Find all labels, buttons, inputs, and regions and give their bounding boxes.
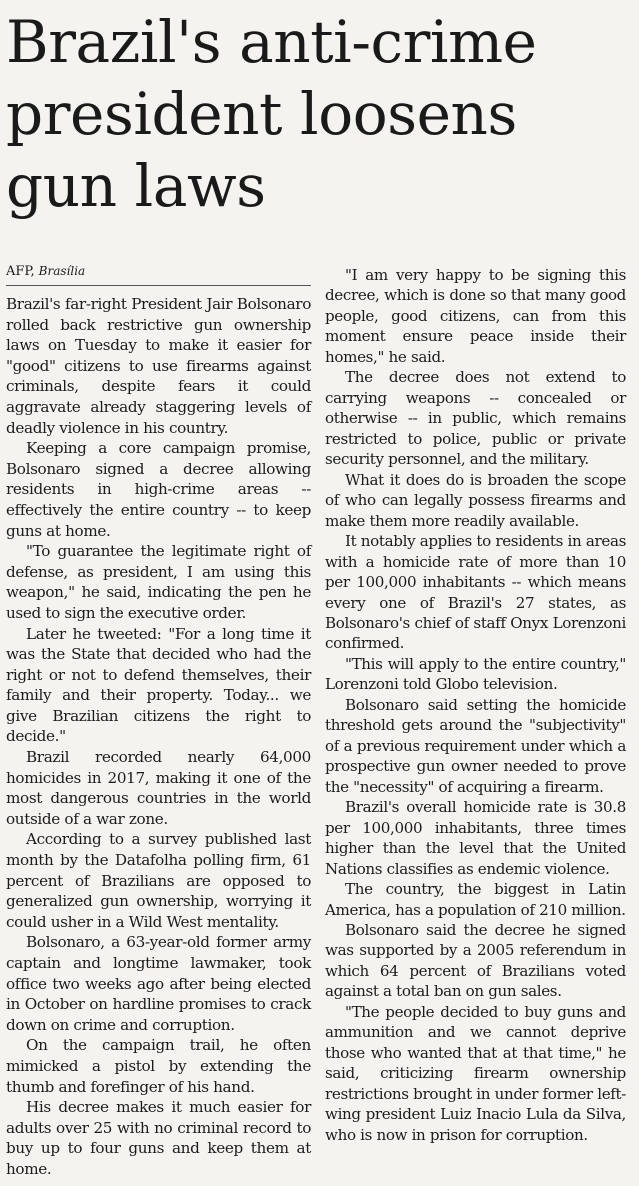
headline xyxy=(6,6,634,222)
article-paragraph: "The people decided to buy guns and ammunition and we cannot deprive those who wanted that at that time," he said, criticizing firearm ownership restrictions brought in under former left-wing president Luiz Inacio Lula da Silva, who is now in prison for corruption. xyxy=(325,1002,626,1144)
byline-city: Brasília xyxy=(38,264,86,278)
article-paragraph: "This will apply to the entire country," Lorenzoni told Globo television. xyxy=(325,654,626,694)
article-paragraph: "I am very happy to be signing this decree, which is done so that many good people, good citizens, can from this moment ensure peace inside their homes," he said. xyxy=(325,266,626,366)
article-paragraph: It notably applies to residents in areas with a homicide rate of more than 10 per 100,000 inhabitants -- which means every one of Brazil's 27 states, as Bolsonaro's chief of staff Onyx Lorenzoni confirmed. xyxy=(325,532,626,653)
article-paragraph: The country, the biggest in Latin America, has a population of 210 million. xyxy=(325,880,626,919)
byline-agency: AFP, xyxy=(6,264,35,279)
article-paragraph: His decree makes it much easier for adults over 25 with no criminal record to buy up to four guns and keep them at home. xyxy=(6,1098,311,1178)
article-paragraph: On the campaign trail, he often mimicked a pistol by extending the thumb and forefinger of his hand. xyxy=(6,1036,311,1096)
headline-line: Brazil's anti-crime xyxy=(6,8,537,76)
article-paragraph: Brazil recorded nearly 64,000 homicides in 2017, making it one of the most dangerous countries in the world outside of a war zone. xyxy=(6,748,311,828)
article-paragraph: Brazil's overall homicide rate is 30.8 per 100,000 inhabitants, three times higher than the level that the United Nations classifies as endemic violence. xyxy=(325,798,626,878)
article-paragraph: Bolsonaro said the decree he signed was supported by a 2005 referendum in which 64 percent of Brazilians voted against a total ban on gun sales. xyxy=(325,921,626,1001)
article-paragraph: Later he tweeted: "For a long time it was the State that decided who had the right or not to defend themselves, their family and their property. Today... we give Brazilian citizens the right to decide." xyxy=(6,624,311,746)
article-paragraph: The decree does not extend to carrying weapons -- concealed or otherwise -- in public, which remains restricted to police, public or private security personnel, and the military. xyxy=(325,368,626,469)
article-column-left xyxy=(6,262,311,1180)
article-column-right xyxy=(325,262,626,1145)
headline-line: president loosens xyxy=(6,80,517,148)
article-paragraph: "To guarantee the legitimate right of defense, as president, I am using this weapon," he said, indicating the pen he used to sign the executive order. xyxy=(6,542,311,622)
article-paragraph: Keeping a core campaign promise, Bolsonaro signed a decree allowing residents in high-crime areas -- effectively the entire country -- to keep guns at home. xyxy=(6,439,311,540)
article-paragraph: Bolsonaro said setting the homicide threshold gets around the "subjectivity" of a previous requirement under which a prospective gun owner needed to prove the "necessity" of acquiring a firearm. xyxy=(325,695,626,796)
article-paragraph: Brazil's far-right President Jair Bolsonaro rolled back restrictive gun ownership laws on Tuesday to make it easier for "good" citizens to use firearms against criminals, despite fears it could aggravate already staggering levels of deadly violence in his country. xyxy=(6,295,311,437)
article-paragraph: According to a survey published last month by the Datafolha polling firm, 61 percent of Brazilians are opposed to generalized gun ownership, worrying it could usher in a Wild West mentality. xyxy=(6,830,311,931)
article-paragraph: What it does do is broaden the scope of who can legally possess firearms and make them more readily available. xyxy=(325,470,626,530)
headline-line: gun laws xyxy=(6,152,266,220)
byline xyxy=(6,262,311,286)
article-paragraph: Bolsonaro, a 63-year-old former army captain and longtime lawmaker, took office two weeks ago after being elected in October on hardline promises to crack down on crime and corruption. xyxy=(6,933,311,1034)
